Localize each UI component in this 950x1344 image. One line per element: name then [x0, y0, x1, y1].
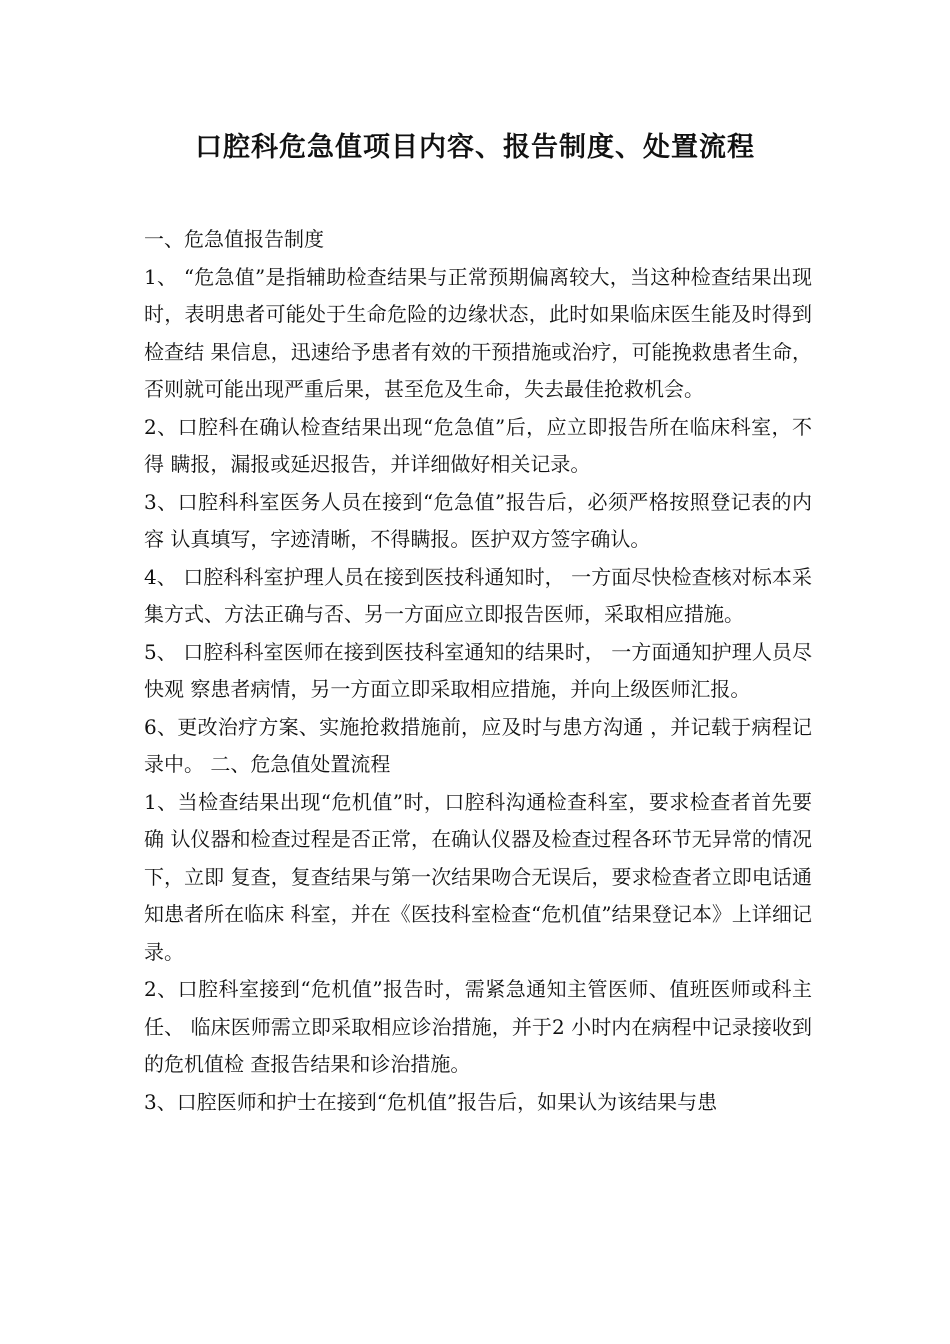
- paragraph-6-communication: 6、更改治疗方案、实施抢救措施前，应及时与患方沟通 ，并记载于病程记录中。 二、危急值处置流程: [144, 714, 812, 776]
- paragraph-2-report: 2、口腔科在确认检查结果出现“危急值”后，应立即报告所在临床科室，不得 瞒报，漏报或延迟报告，并详细做好相关记录。: [144, 414, 812, 476]
- section-heading-report-system: 一、危急值报告制度: [144, 227, 324, 251]
- paragraph-4-nursing: 4、 口腔科科室护理人员在接到医技科通知时， 一方面尽快检查核对标本采集方式、方法正确与否、另一方面应立即报告医师，采取相应措施。: [144, 564, 812, 626]
- paragraph-5-physician: 5、 口腔科科室医师在接到医技科室通知的结果时， 一方面通知护理人员尽快观 察患者病情，另一方面立即采取相应措施，并向上级医师汇报。: [144, 639, 812, 701]
- paragraph-1-definition: 1、 “危急值”是指辅助检查结果与正常预期偏离较大，当这种检查结果出现 时，表明患者可能处于生命危险的边缘状态，此时如果临床医生能及时得到检查结 果信息，迅速给予患者有效的干预措施或治疗，可能挽救患者生命，否则就可能出现严重后果，甚至危及生命，失去最佳抢救机会。: [144, 264, 812, 401]
- process-paragraph-1: 1、当检查结果出现“危机值”时，口腔科沟通检查科室，要求检查者首先要确 认仪器和检查过程是否正常，在确认仪器及检查过程各环节无异常的情况下，立即 复查，复查结果与第一次结果吻合无误后，要求检查者立即电话通知患者所在临床 科室，并在《医技科室检查“危机值”结果登记本》上详细记录。: [144, 789, 812, 964]
- paragraph-3-register: 3、口腔科科室医务人员在接到“危急值”报告后，必须严格按照登记表的内容 认真填写，字迹清晰，不得瞒报。医护双方签字确认。: [144, 489, 812, 551]
- process-paragraph-2: 2、口腔科室接到“危机值”报告时，需紧急通知主管医师、值班医师或科主任、 临床医师需立即采取相应诊治措施，并于2 小时内在病程中记录接收到的危机值检 查报告结果和诊治措施。: [144, 977, 812, 1076]
- document-title: 口腔科危急值项目内容、报告制度、处置流程: [195, 132, 755, 163]
- process-paragraph-3: 3、口腔医师和护士在接到“危机值”报告后，如果认为该结果与患: [144, 1089, 718, 1114]
- document-body: [144, 221, 812, 1121]
